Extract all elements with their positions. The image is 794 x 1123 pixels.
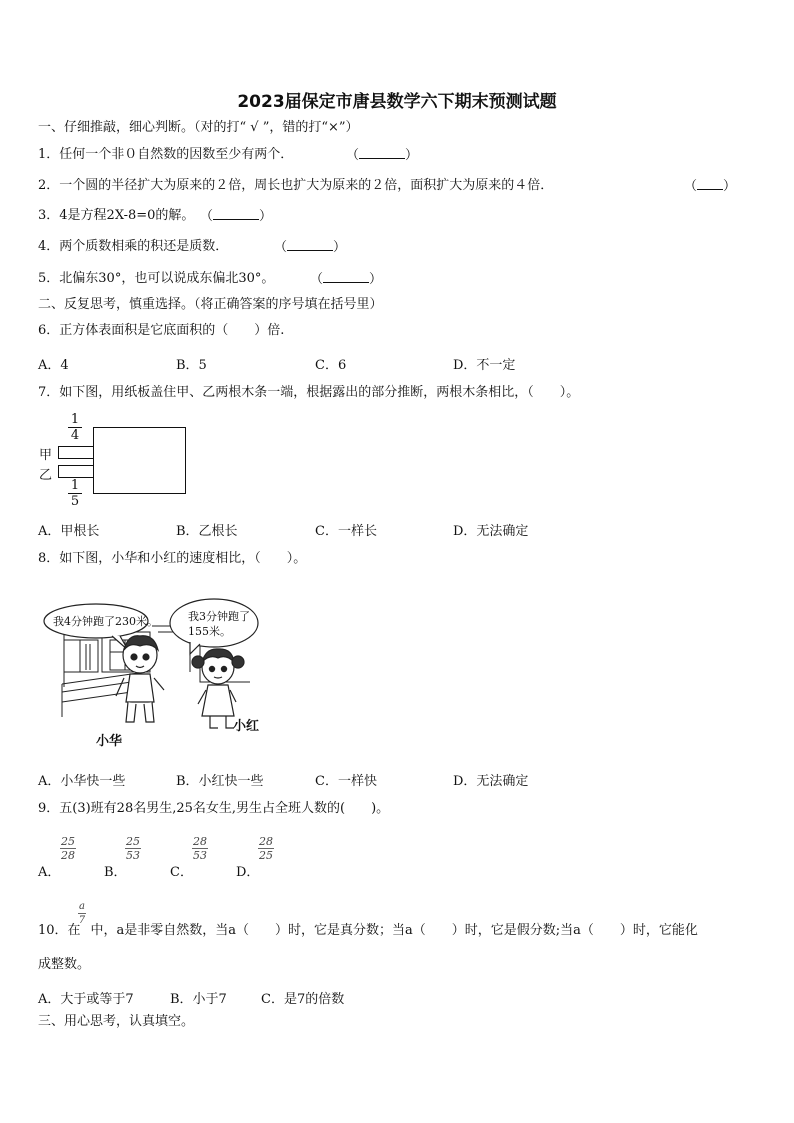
question-6-text: 6．正方体表面积是它底面积的（ ）倍. bbox=[38, 323, 285, 338]
answer-blank-2[interactable]: （ ） bbox=[684, 179, 737, 194]
name-xiaohong: 小红 bbox=[233, 719, 260, 734]
q8-option-b[interactable]: B．小红快一些 bbox=[176, 774, 264, 789]
q9-option-c-fraction[interactable]: $\frac{28}{53}$ bbox=[193, 835, 207, 862]
q8-option-d[interactable]: D．无法确定 bbox=[453, 774, 529, 789]
q9-option-b-fraction[interactable]: $\frac{25}{53}$ bbox=[126, 835, 140, 862]
question-1 bbox=[38, 147, 293, 163]
q10-rest: 中，a是非零自然数，当a（ ）时，它是真分数；当a（ ）时，它是假分数;当a（ ）时，它能化 bbox=[90, 923, 698, 938]
name-xiaohua: 小华 bbox=[96, 734, 123, 749]
question-5-text: 5．北偏东30°，也可以说成东偏北30°。 bbox=[38, 271, 275, 286]
strip-yi bbox=[58, 465, 95, 478]
q6-option-b[interactable]: B．5 bbox=[176, 358, 207, 373]
q10-option-a[interactable]: A．大于或等于7 bbox=[38, 992, 134, 1007]
section-3-heading: 三、用心思考，认真填空。 bbox=[38, 1014, 195, 1029]
answer-blank-5[interactable]: （ ） bbox=[310, 272, 383, 287]
question-2-text: 2．一个圆的半径扩大为原来的２倍，周长也扩大为原来的２倍，面积扩大为原来的４倍． bbox=[38, 178, 554, 193]
question-10-line2: 成整数。 bbox=[38, 957, 91, 972]
q9-option-b-label[interactable]: B． bbox=[104, 865, 127, 880]
question-4-text: 4．两个质数相乘的积还是质数． bbox=[38, 239, 229, 254]
running-kids-illustration bbox=[40, 592, 280, 752]
speech-text-right-line2: 155米。 bbox=[188, 625, 231, 638]
q7-option-c[interactable]: C．一样长 bbox=[315, 524, 377, 539]
label-jia: 甲 bbox=[39, 448, 53, 463]
fraction-one-quarter: 1 4 bbox=[68, 412, 82, 443]
answer-blank-1[interactable]: （ ） bbox=[346, 148, 419, 163]
q9-option-d-fraction[interactable]: $\frac{28}{25}$ bbox=[259, 835, 273, 862]
fraction-one-fifth: 1 5 bbox=[68, 478, 82, 509]
section-2-heading: 二、反复思考，慎重选择。（将正确答案的序号填在括号里） bbox=[38, 297, 383, 312]
q9-option-d-label[interactable]: D． bbox=[236, 865, 260, 880]
q6-option-d[interactable]: D．不一定 bbox=[453, 358, 516, 373]
q10-option-c[interactable]: C．是7的倍数 bbox=[261, 992, 345, 1007]
cardboard-cover bbox=[93, 427, 186, 494]
question-9-text: 9．五(3)班有28名男生,25名女生,男生占全班人数的( )。 bbox=[38, 801, 390, 816]
strip-jia bbox=[58, 446, 95, 459]
label-yi: 乙 bbox=[39, 468, 53, 483]
q7-option-a[interactable]: A．甲根长 bbox=[38, 524, 100, 539]
wood-strips-figure bbox=[35, 410, 195, 510]
q10-option-b[interactable]: B．小于7 bbox=[170, 992, 227, 1007]
answer-blank-4[interactable]: （ ） bbox=[274, 240, 347, 255]
question-8-text: 8．如下图，小华和小红的速度相比，（ ）。 bbox=[38, 551, 307, 566]
q7-option-b[interactable]: B．乙根长 bbox=[176, 524, 238, 539]
q9-option-a-fraction[interactable]: $\frac{25}{28}$ bbox=[61, 835, 75, 862]
q7-option-d[interactable]: D．无法确定 bbox=[453, 524, 529, 539]
q9-option-a-label[interactable]: A． bbox=[38, 865, 61, 880]
question-3-text: 3．4是方程2X-8=0的解。 bbox=[38, 208, 195, 223]
q10-fraction-a-over-7: $\frac{a}{7}$ bbox=[78, 901, 86, 926]
section-1-heading: 一、仔细推敲，细心判断。（对的打“ √ ”，错的打“×”） bbox=[38, 120, 359, 135]
q8-option-c[interactable]: C．一样快 bbox=[315, 774, 377, 789]
page-title: 2023届保定市唐县数学六下期末预测试题 bbox=[237, 92, 557, 112]
q8-option-a[interactable]: A．小华快一些 bbox=[38, 774, 126, 789]
speech-text-right-line1: 我3分钟跑了 bbox=[188, 610, 250, 623]
q6-option-c[interactable]: C．6 bbox=[315, 358, 347, 373]
question-7-text: 7．如下图，用纸板盖住甲、乙两根木条一端，根据露出的部分推断，两根木条相比，（ ）。 bbox=[38, 385, 580, 400]
q9-option-c-label[interactable]: C． bbox=[170, 865, 193, 880]
q10-prefix: 10．在 bbox=[38, 923, 81, 938]
question-10-line1 bbox=[38, 923, 698, 939]
speech-text-left: 我4分钟跑了230米。 bbox=[53, 615, 158, 628]
boy-figure bbox=[116, 636, 164, 722]
question-1-text: 1．任何一个非０自然数的因数至少有两个． bbox=[38, 147, 294, 162]
answer-blank-3[interactable]: （ ） bbox=[200, 209, 273, 224]
q6-option-a[interactable]: A．4 bbox=[38, 358, 69, 373]
